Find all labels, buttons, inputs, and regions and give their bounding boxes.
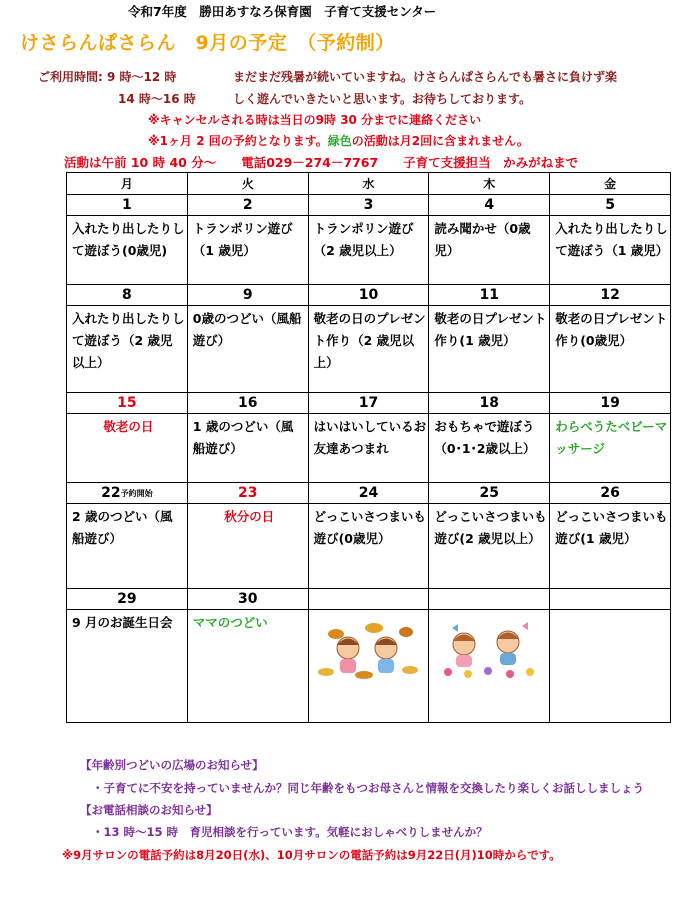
day-number: 12 bbox=[550, 285, 671, 306]
day-number-22: 22 bbox=[101, 485, 121, 501]
day-activity: どっこいさつまいも遊び(1 歳児） bbox=[550, 504, 671, 589]
day-number: 3 bbox=[308, 195, 429, 216]
reservation-start-badge: 予約開始 bbox=[120, 489, 153, 498]
weekday-thu: 木 bbox=[429, 173, 550, 195]
salon-reservation-note: ※9月サロンの電話予約は8月20日(水)、10月サロンの電話予約は9月22日(月)10時からです。 bbox=[62, 848, 561, 862]
day-empty bbox=[550, 589, 671, 610]
phone-heading: 【お電話相談のお知らせ】 bbox=[80, 803, 218, 817]
day-number-holiday: 23 bbox=[187, 483, 308, 504]
day-activity: 敬老の日プレゼント作り(1 歳児） bbox=[429, 306, 550, 393]
calendar-table bbox=[66, 172, 671, 723]
day-activity: はいはいしているお友達あつまれ bbox=[308, 414, 429, 483]
cancel-note: ※キャンセルされる時は当日の9時 30 分までに連絡ください bbox=[148, 113, 482, 127]
day-activity: トランポリン遊び（1 歳児） bbox=[187, 216, 308, 285]
kids-leaves-illustration bbox=[314, 618, 422, 680]
weekday-mon: 月 bbox=[67, 173, 188, 195]
day-number: 1 bbox=[67, 195, 188, 216]
day-number: 8 bbox=[67, 285, 188, 306]
day-number: 26 bbox=[550, 483, 671, 504]
page-title: けさらんぱさらん 9月の予定 （予約制） bbox=[20, 32, 395, 54]
day-number: 25 bbox=[429, 483, 550, 504]
day-empty bbox=[429, 589, 550, 610]
day-activity: 入れたり出したりして遊ぼう（2 歳児以上） bbox=[67, 306, 188, 393]
day-activity: 9 月のお誕生日会 bbox=[67, 610, 188, 723]
org-heading: 令和7年度 勝田あすなろ保育園 子育て支援センター bbox=[128, 4, 437, 19]
day-activity: どっこいさつまいも遊び(2 歳児以上） bbox=[429, 504, 550, 589]
hours-morning: 9 時～12 時 bbox=[107, 70, 177, 84]
weekday-wed: 水 bbox=[308, 173, 429, 195]
limit-note-b: の活動は月2回に含まれません。 bbox=[351, 134, 529, 148]
hours-line-1 bbox=[38, 68, 176, 85]
day-empty bbox=[308, 589, 429, 610]
day-number: 2 bbox=[187, 195, 308, 216]
day-number: 4 bbox=[429, 195, 550, 216]
day-activity-free: わらべうたベビーマッサージ bbox=[550, 414, 671, 483]
message-line-1: まだまだ残暑が続いていますね。けさらんぱさらんでも暑さに負けず楽 bbox=[233, 70, 618, 84]
illustration-cell bbox=[308, 610, 429, 723]
day-number: 16 bbox=[187, 393, 308, 414]
limit-note-green: 緑色 bbox=[327, 134, 352, 148]
day-activity: 敬老の日プレゼント作り(0歳児） bbox=[550, 306, 671, 393]
message-line-2: しく遊んでいきたいと思います。お待ちしております。 bbox=[233, 92, 532, 106]
day-number: 29 bbox=[67, 589, 188, 610]
day-activity-free: ママのつどい bbox=[187, 610, 308, 723]
day-number: 18 bbox=[429, 393, 550, 414]
day-number bbox=[67, 483, 188, 504]
day-empty bbox=[550, 610, 671, 723]
day-number: 24 bbox=[308, 483, 429, 504]
day-number: 30 bbox=[187, 589, 308, 610]
day-activity: おもちゃで遊ぼう（0･1･2歳以上） bbox=[429, 414, 550, 483]
day-number: 5 bbox=[550, 195, 671, 216]
day-number: 10 bbox=[308, 285, 429, 306]
hours-afternoon: 14 時～16 時 bbox=[118, 92, 196, 106]
day-number: 9 bbox=[187, 285, 308, 306]
plaza-heading: 【年齢別つどいの広場のお知らせ】 bbox=[80, 758, 264, 772]
holiday-label: 秋分の日 bbox=[187, 504, 308, 589]
hours-label: ご利用時間: bbox=[38, 70, 103, 84]
plaza-text: ・子育てに不安を持っていませんか？同じ年齢をもつお母さんと情報を交換したり楽しくお話ししましょう bbox=[92, 781, 644, 795]
day-activity: 入れたり出したりして遊ぼう(0歳児) bbox=[67, 216, 188, 285]
day-number: 17 bbox=[308, 393, 429, 414]
day-activity: 敬老の日のプレゼント作り（2 歳児以上） bbox=[308, 306, 429, 393]
day-activity: 0歳のつどい（風船遊び） bbox=[187, 306, 308, 393]
phone-text: ・13 時～15 時 育児相談を行っています。気軽におしゃべりしませんか？ bbox=[92, 825, 488, 839]
day-activity: 読み聞かせ（0歳児） bbox=[429, 216, 550, 285]
day-activity: 1 歳のつどい（風船遊び） bbox=[187, 414, 308, 483]
day-activity: 入れたり出したりして遊ぼう（1 歳児） bbox=[550, 216, 671, 285]
activity-info: 活動は午前 10 時 40 分～ 電話029－274－7767 子育て支援担当 かみがねまで bbox=[64, 155, 579, 170]
day-number: 19 bbox=[550, 393, 671, 414]
holiday-label: 敬老の日 bbox=[67, 414, 188, 483]
day-activity: 2 歳のつどい（風船遊び） bbox=[67, 504, 188, 589]
weekday-tue: 火 bbox=[187, 173, 308, 195]
day-activity: トランポリン遊び（2 歳児以上） bbox=[308, 216, 429, 285]
limit-note-a: ※1ヶ月 2 回の予約となります。 bbox=[148, 134, 328, 148]
kids-flowers-illustration bbox=[434, 618, 542, 680]
reservation-limit-note bbox=[148, 132, 529, 149]
weekday-fri: 金 bbox=[550, 173, 671, 195]
day-number-holiday: 15 bbox=[67, 393, 188, 414]
illustration-cell bbox=[429, 610, 550, 723]
day-number: 11 bbox=[429, 285, 550, 306]
day-activity: どっこいさつまいも遊び(0歳児） bbox=[308, 504, 429, 589]
